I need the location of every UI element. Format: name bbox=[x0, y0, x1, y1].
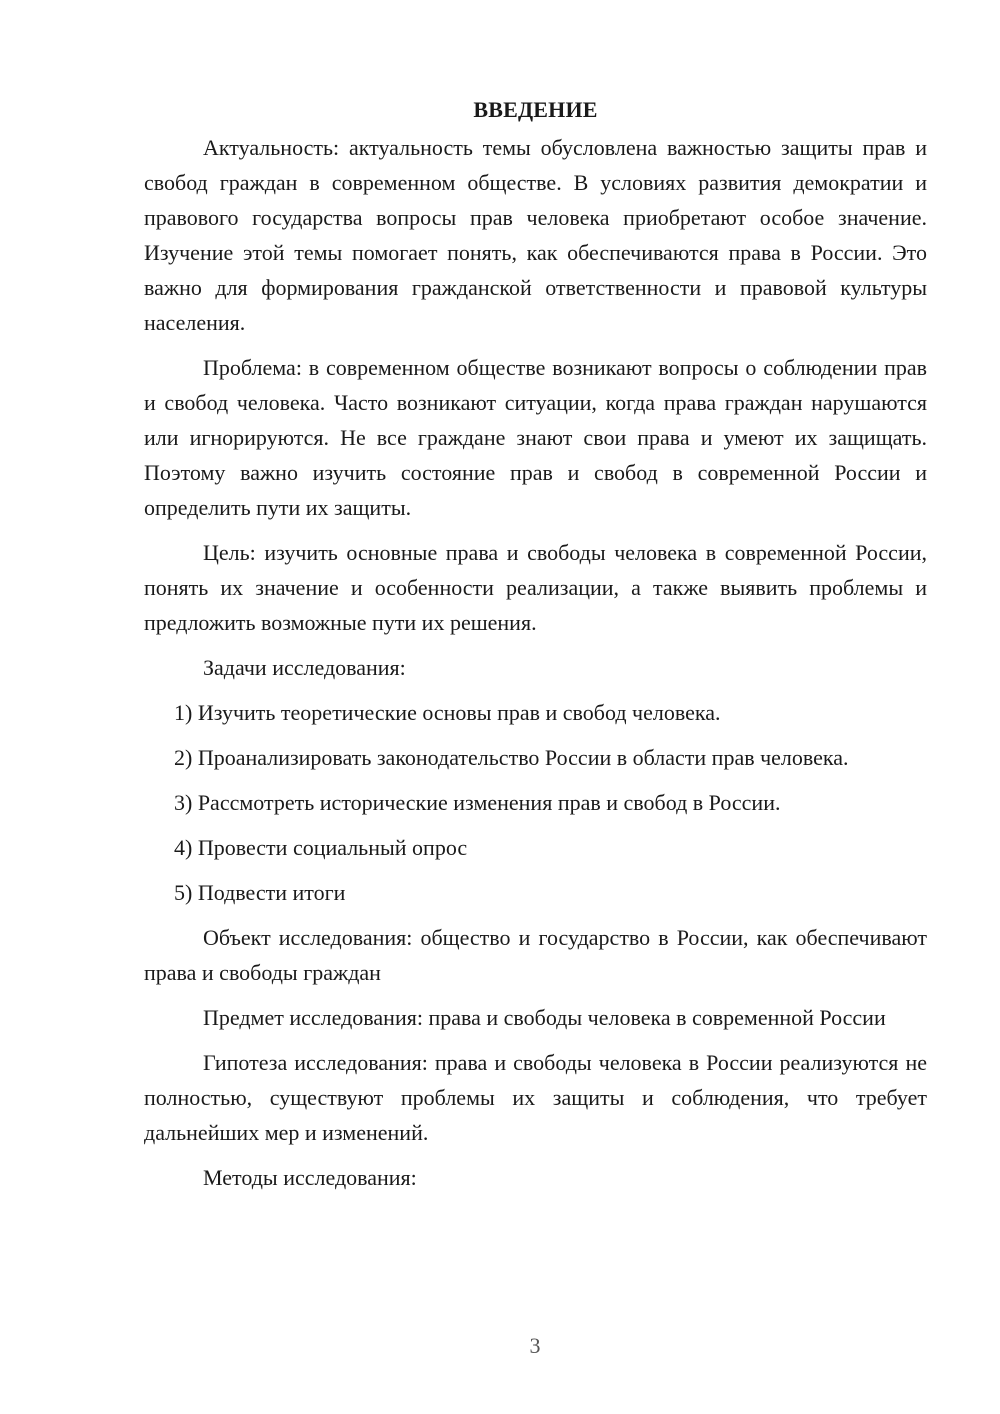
task-item: 4) Провести социальный опрос bbox=[174, 835, 468, 860]
object-paragraph: Объект исследования: общество и государство в России, как обеспечивают права и свободы граждан bbox=[144, 925, 927, 985]
tasks-heading: Задачи исследования: bbox=[203, 655, 406, 680]
task-item: 2) Проанализировать законодательство России в области прав человека. bbox=[174, 745, 849, 770]
subject-paragraph: Предмет исследования: права и свободы человека в современной России bbox=[203, 1005, 886, 1030]
goal-paragraph: Цель: изучить основные права и свободы человека в современной России, понять их значение и особенности реализации, а также выявить проблемы и предложить возможные пути их решения. bbox=[144, 540, 927, 635]
page-title: ВВЕДЕНИЕ bbox=[473, 97, 598, 122]
relevance-paragraph: Актуальность: актуальность темы обусловлена важностью защиты прав и свобод граждан в современном обществе. В условиях развития демократии и правового государства вопросы прав человека приобретают особое значение. Изучение этой темы помогает понять, как обеспечиваются права в России. Это важно для формирования гражданской ответственности и правовой культуры населения. bbox=[144, 135, 927, 335]
task-item: 5) Подвести итоги bbox=[174, 880, 346, 905]
tasks-list bbox=[144, 695, 927, 910]
hypothesis-paragraph: Гипотеза исследования: права и свободы человека в России реализуются не полностью, существуют проблемы их защиты и соблюдения, что требует дальнейших мер и изменений. bbox=[144, 1050, 927, 1145]
document-page bbox=[144, 92, 927, 1205]
methods-heading: Методы исследования: bbox=[203, 1165, 417, 1190]
page-number: 3 bbox=[529, 1333, 541, 1358]
problem-paragraph: Проблема: в современном обществе возникают вопросы о соблюдении прав и свобод человека. Часто возникают ситуации, когда права граждан нарушаются или игнорируются. Не все граждане знают свои права и умеют их защищать. Поэтому важно изучить состояние прав и свобод в современной России и определить пути их защиты. bbox=[144, 355, 927, 520]
task-item: 3) Рассмотреть исторические изменения прав и свобод в России. bbox=[174, 790, 781, 815]
task-item: 1) Изучить теоретические основы прав и свобод человека. bbox=[174, 700, 721, 725]
